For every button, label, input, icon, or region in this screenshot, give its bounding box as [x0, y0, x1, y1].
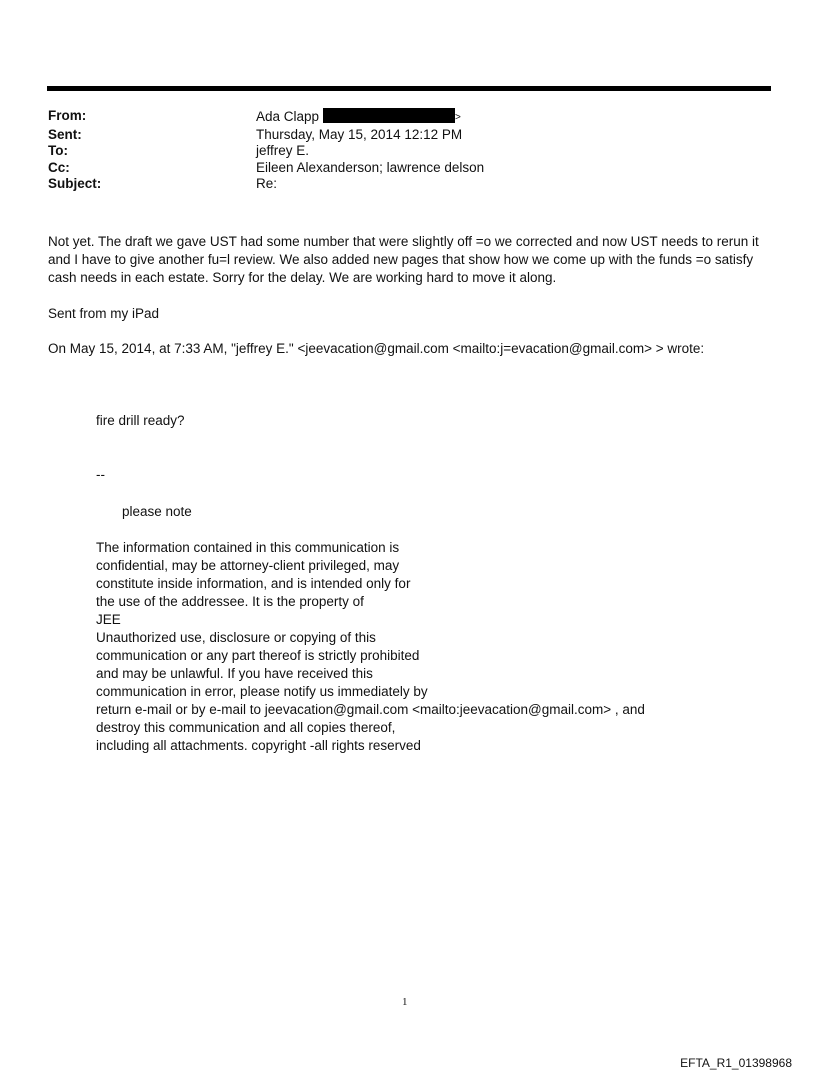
disclaimer-line: Unauthorized use, disclosure or copying of this [96, 630, 376, 645]
disclaimer-block [96, 539, 716, 755]
disclaimer-line: communication or any part thereof is strictly prohibited [96, 648, 420, 663]
header-row-subject [48, 176, 768, 193]
to-label: To: [48, 143, 68, 158]
cc-value: Eileen Alexanderson; lawrence delson [256, 159, 485, 175]
page-number: 1 [402, 996, 408, 1008]
disclaimer-line: the use of the addressee. It is the property of [96, 594, 364, 609]
quote-intro: On May 15, 2014, at 7:33 AM, "jeffrey E." <jeevacation@gmail.com <mailto:j=evacation@gmail.com> > wrote: [48, 341, 705, 356]
bates-stamp: EFTA_R1_01398968 [680, 1056, 792, 1070]
please-note: please note [122, 504, 192, 519]
email-header [48, 108, 768, 193]
sent-value: Thursday, May 15, 2014 12:12 PM [256, 126, 463, 142]
disclaimer-line: JEE [96, 612, 121, 627]
quoted-separator: -- [96, 467, 105, 482]
to-value: jeffrey E. [256, 143, 310, 158]
signature: Sent from my iPad [48, 306, 160, 321]
disclaimer-line: constitute inside information, and is intended only for [96, 576, 411, 591]
disclaimer-line: destroy this communication and all copies thereof, [96, 720, 396, 735]
from-label: From: [48, 108, 87, 123]
disclaimer-line: communication in error, please notify us immediately by [96, 684, 428, 699]
header-row-cc [48, 160, 768, 177]
from-name: Ada Clapp [256, 109, 320, 124]
redaction-box [323, 108, 455, 123]
body-line-1: Not yet. The draft we gave UST had some number that were slightly off =o we corrected and now UST needs to rerun it [48, 234, 759, 249]
header-row-to [48, 143, 768, 160]
redaction-tail: > [455, 112, 461, 123]
disclaimer-line: confidential, may be attorney-client privileged, may [96, 558, 400, 573]
quoted-message: fire drill ready? [96, 413, 185, 428]
disclaimer-line: return e-mail or by e-mail to jeevacation@gmail.com <mailto:jeevacation@gmail.com> , and [96, 702, 645, 717]
cc-label: Cc: [48, 159, 70, 175]
subject-label: Subject: [48, 176, 102, 191]
body-line-3: cash needs in each estate. Sorry for the delay. We are working hard to move it along. [48, 270, 557, 285]
header-divider-rule [47, 86, 771, 91]
disclaimer-line: including all attachments. copyright -all rights reserved [96, 738, 421, 753]
disclaimer-line: The information contained in this communication is [96, 540, 400, 555]
header-row-sent [48, 127, 768, 144]
subject-value: Re: [256, 176, 278, 191]
header-row-from [48, 108, 768, 127]
email-body [48, 233, 768, 358]
body-line-2: and I have to give another fu=l review. We also added new pages that show how we come up with the funds =o satisfy [48, 252, 754, 267]
sent-label: Sent: [48, 126, 82, 142]
from-value [256, 108, 768, 127]
disclaimer-line: and may be unlawful. If you have received this [96, 666, 373, 681]
